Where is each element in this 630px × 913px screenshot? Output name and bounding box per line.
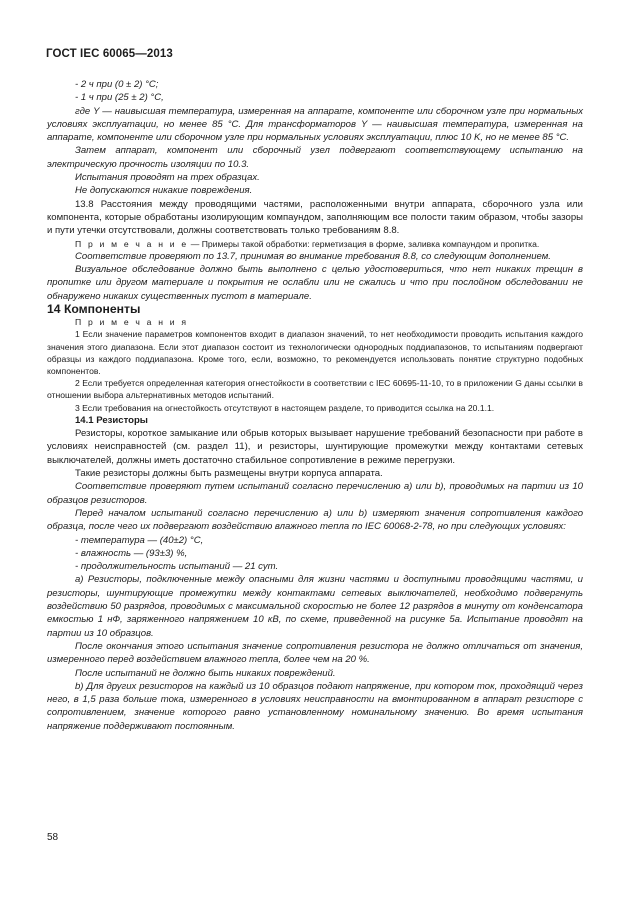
document-header: ГОСТ IEC 60065—2013 xyxy=(46,48,173,60)
note-item: 3 Если требования на огнестойкость отсутствуют в настоящем разделе, то приводится ссылка на 20.1.1. xyxy=(75,402,495,413)
page-number: 58 xyxy=(47,832,59,843)
note-item: 2 Если требуется определенная категория огнестойкости в соответствии с IEC 60695-11-10, то в приложении G даны ссылки в отношении выбора альтернативных методов испытаний. xyxy=(47,378,583,401)
paragraph: - температура — (40±2) °С, xyxy=(75,534,204,546)
note-item: 1 Если значение параметров компонентов входит в диапазон значений, то нет необходимости проводить испытания каждого значения этого диапазона. Если этот диапазон состоит из технологически однородных поддиапазонов, то испытаниям подвергают образцы из каждого поддиапазона. Кроме того, если, возможно, то рекомендуется использовать понятие структурно подобных компонентов. xyxy=(47,329,583,377)
paragraph: - 1 ч при (25 ± 2) °С, xyxy=(75,92,164,104)
paragraph: После окончания этого испытания значение сопротивления резистора не должно отличаться от значения, измеренного перед воздействием влажного тепла, более чем на 20 %. xyxy=(47,640,583,666)
paragraph: Не допускаются никакие повреждения. xyxy=(75,185,253,197)
notes-label: П р и м е ч а н и я xyxy=(75,317,189,328)
paragraph: а) Резисторы, подключенные между опасными для жизни частями и доступными проводящими частями, и резисторы, шунтирующие промежутки между контактами сетевых выключателей, необходимо подвергнуть воздействию 50 разрядов, проводимых с максимальной скоростью не более 12 разрядов в минуту от конденсатора емкостью 1 нФ, заряженного напряжением 10 кВ, по схеме, приведенной на рисунке 5а. Испытание проводят на партии из 10 образцов. xyxy=(47,574,583,639)
subsection-title: 14.1 Резисторы xyxy=(75,414,148,426)
paragraph: Резисторы, короткое замыкание или обрыв которых вызывает нарушение требований безопасности при работе в условиях неисправностей (см. раздел 11), и резисторы, шунтирующие промежутки между контактами сетевых выключателей, должны иметь достаточно стабильное сопротивление в режиме перегрузки. xyxy=(47,428,583,466)
note-label: П р и м е ч а н и е xyxy=(75,238,189,249)
paragraph: Такие резисторы должны быть размещены внутри корпуса аппарата. xyxy=(75,468,383,480)
paragraph: Испытания проводят на трех образцах. xyxy=(75,172,260,184)
paragraph: Визуальное обследование должно быть выполнено с целью удостовериться, что нет никаких трещин в пропитке или другом материале и покрытия не ослабли или не сжались и что при послойном обследовании не обнаружено никаких существенных пустот в материале. xyxy=(47,264,583,302)
paragraph: Соответствие проверяют по 13.7, принимая во внимание требования 8.8, со следующим дополнением. xyxy=(75,250,551,262)
paragraph: 13.8 Расстояния между проводящими частями, расположенными внутри аппарата, сборочного узла или компонента, которые обработаны изолирующим компаундом, заполняющим все полости таким образом, чтобы зазоры и пути утечки отсутствовали, должны соответствовать только требованиям 8.8. xyxy=(47,198,583,237)
note-text: — Примеры такой обработки: герметизация в форме, заливка компаундом и пропитка. xyxy=(188,238,540,249)
paragraph: b) Для других резисторов на каждый из 10 образцов подают напряжение, при котором ток, проходящий через него, в 1,5 раза больше тока, измеренного в условиях неисправности на вмонтированном в аппарат резисторе с сопротивлением, значение которого равно установленному номинальному значению. Во время испытания напряжение поддерживают постоянным. xyxy=(47,680,583,732)
paragraph: После испытаний не должно быть никаких повреждений. xyxy=(75,667,336,679)
paragraph: Перед началом испытаний согласно перечислению а) или b) измеряют значения сопротивления каждого образца, после чего их подвергают воздействию влажного тепла по IEC 60068-2-78, но при следующих условиях: xyxy=(47,507,583,533)
paragraph: Соответствие проверяют путем испытаний согласно перечислению а) или b), проводимых на партии из 10 образцов резисторов. xyxy=(47,481,583,506)
paragraph: Затем аппарат, компонент или сборочный узел подвергают соответствующему испытанию на электрическую прочность изоляции по 10.3. xyxy=(47,145,583,170)
page-body xyxy=(47,78,583,733)
section-title: 14 Компоненты xyxy=(47,301,141,316)
note-paragraph xyxy=(47,238,583,250)
paragraph: - продолжительность испытаний — 21 сут. xyxy=(75,561,279,573)
paragraph: где Y — наивысшая температура, измеренная на аппарате, компоненте или сборочном узле при нормальных условиях эксплуатации, но менее 85 °С. Для трансформаторов Y — наивысшая температура, измеренная на аппарате, компоненте или сборочном узле при нормальных условиях эксплуатации, плюс 10 K, но не менее 85 °С. xyxy=(47,105,583,144)
paragraph: - 2 ч при (0 ± 2) °С; xyxy=(75,79,159,90)
paragraph: - влажность — (93±3) %, xyxy=(75,547,188,559)
